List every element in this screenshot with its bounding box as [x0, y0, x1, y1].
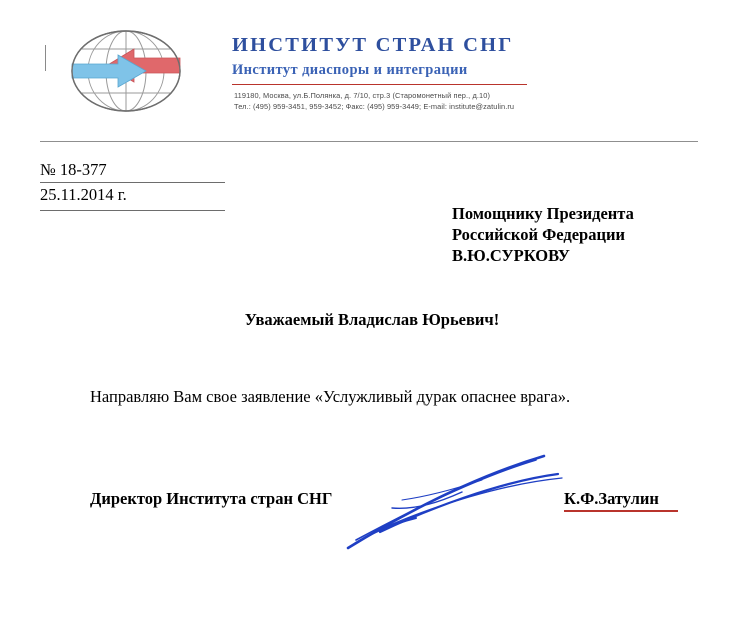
reference-block — [40, 160, 240, 211]
signer-name-underline — [564, 510, 678, 512]
reference-rule-bottom — [40, 210, 225, 211]
contact-line: Тел.: (495) 959-3451, 959-3452; Факс: (495) 959-3449; E-mail: institute@zatulin.ru — [234, 102, 515, 112]
reference-number: № 18-377 — [40, 160, 107, 179]
letterhead-contacts — [234, 90, 544, 113]
signature-row — [0, 489, 738, 515]
salutation-text: Уважаемый Владислав Юрьевич! — [244, 310, 500, 329]
letterhead-titles — [232, 34, 532, 79]
addressee-line-1: Помощнику Президента — [452, 204, 634, 223]
signer-title: Директор Института стран СНГ — [90, 489, 333, 508]
signer-name: К.Ф.Затулин — [564, 489, 659, 508]
institute-globe-logo-icon — [62, 28, 190, 114]
organization-subtitle: Институт диаспоры и интеграции — [232, 62, 468, 78]
addressee-line-3: В.Ю.СУРКОВУ — [452, 246, 570, 265]
letterhead-red-rule — [232, 84, 527, 85]
addressee-block — [452, 203, 722, 266]
addressee-line-2: Российской Федерации — [452, 225, 625, 244]
organization-title: ИНСТИТУТ СТРАН СНГ — [232, 34, 514, 56]
reference-rule-top — [40, 182, 225, 183]
letterhead — [0, 0, 738, 145]
letterhead-separator — [40, 141, 698, 142]
body-paragraph: Направляю Вам свое заявление «Услужливый дурак опаснее врага». — [90, 387, 571, 406]
left-margin-tick — [45, 45, 46, 71]
salutation — [0, 310, 738, 330]
address-line: 119180, Москва, ул.Б.Полянка, д. 7/10, стр.3 (Старомонетный пер., д.10) — [234, 91, 491, 100]
reference-date: 25.11.2014 г. — [40, 185, 127, 204]
